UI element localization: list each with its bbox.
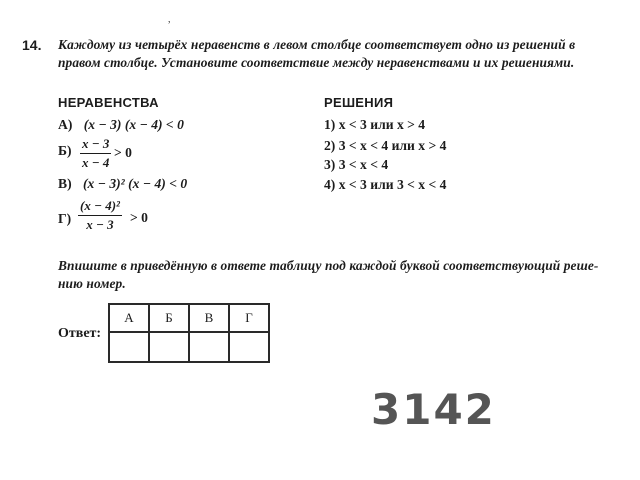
inequality-a-letter: А) [58, 117, 73, 132]
inequality-a-expression: (x − 3) (x − 4) < 0 [83, 117, 184, 132]
inequality-g-denominator: x − 3 [86, 217, 114, 232]
inequality-v-letter: В) [58, 176, 72, 191]
solution-4: 4) x < 3 или 3 < x < 4 [324, 177, 447, 192]
inequality-v-expression: (x − 3)² (x − 4) < 0 [83, 176, 188, 191]
inequality-b-numerator: x − 3 [82, 136, 110, 151]
task-statement-line-2: правом столбце. Установите соответствие между неравенствами и их решениями. [58, 55, 575, 70]
answer-header-row [109, 304, 269, 332]
solution-2: 2) 3 < x < 4 или x > 4 [324, 138, 447, 153]
inequality-g-numerator: (x − 4)² [80, 198, 120, 213]
instruction-line-1: Впишите в приведённую в ответе таблицу под каждой буквой соответствующий реше- [58, 258, 599, 273]
fraction-bar [80, 153, 111, 154]
inequality-g-letter: Г) [58, 211, 72, 226]
inequality-b-denominator: x − 4 [82, 155, 110, 170]
solution-1: 1) x < 3 или x > 4 [324, 117, 426, 132]
instruction-line-2: нию номер. [58, 276, 126, 291]
answer-cell-v[interactable] [189, 332, 229, 362]
answer-cell-b[interactable] [149, 332, 189, 362]
task-number: 14. [22, 37, 42, 53]
inequality-g-relation: > 0 [130, 210, 148, 225]
answer-header-v: В [189, 304, 229, 332]
solution-3: 3) 3 < x < 4 [324, 157, 389, 172]
inequality-v [58, 176, 187, 192]
inequality-a [58, 117, 184, 133]
solutions-heading: РЕШЕНИЯ [324, 95, 394, 110]
print-mark: , [168, 14, 171, 25]
inequality-b-relation: > 0 [114, 145, 132, 160]
answer-header-a: А [109, 304, 149, 332]
answer-label: Ответ: [58, 326, 102, 341]
answer-cell-a[interactable] [109, 332, 149, 362]
inequality-g-fraction [78, 198, 122, 233]
answer-header-g: Г [229, 304, 269, 332]
inequality-b-letter: Б) [58, 143, 72, 158]
answer-result: 3142 [371, 385, 496, 434]
task-statement-line-1: Каждому из четырёх неравенств в левом столбце соответствует одно из решений в [58, 37, 576, 52]
fraction-bar [78, 215, 122, 216]
inequality-b-fraction [80, 136, 111, 171]
answer-cell-g[interactable] [229, 332, 269, 362]
inequalities-heading: НЕРАВЕНСТВА [58, 95, 159, 110]
answer-header-b: Б [149, 304, 189, 332]
answer-table [108, 303, 270, 363]
answer-value-row [109, 332, 269, 362]
